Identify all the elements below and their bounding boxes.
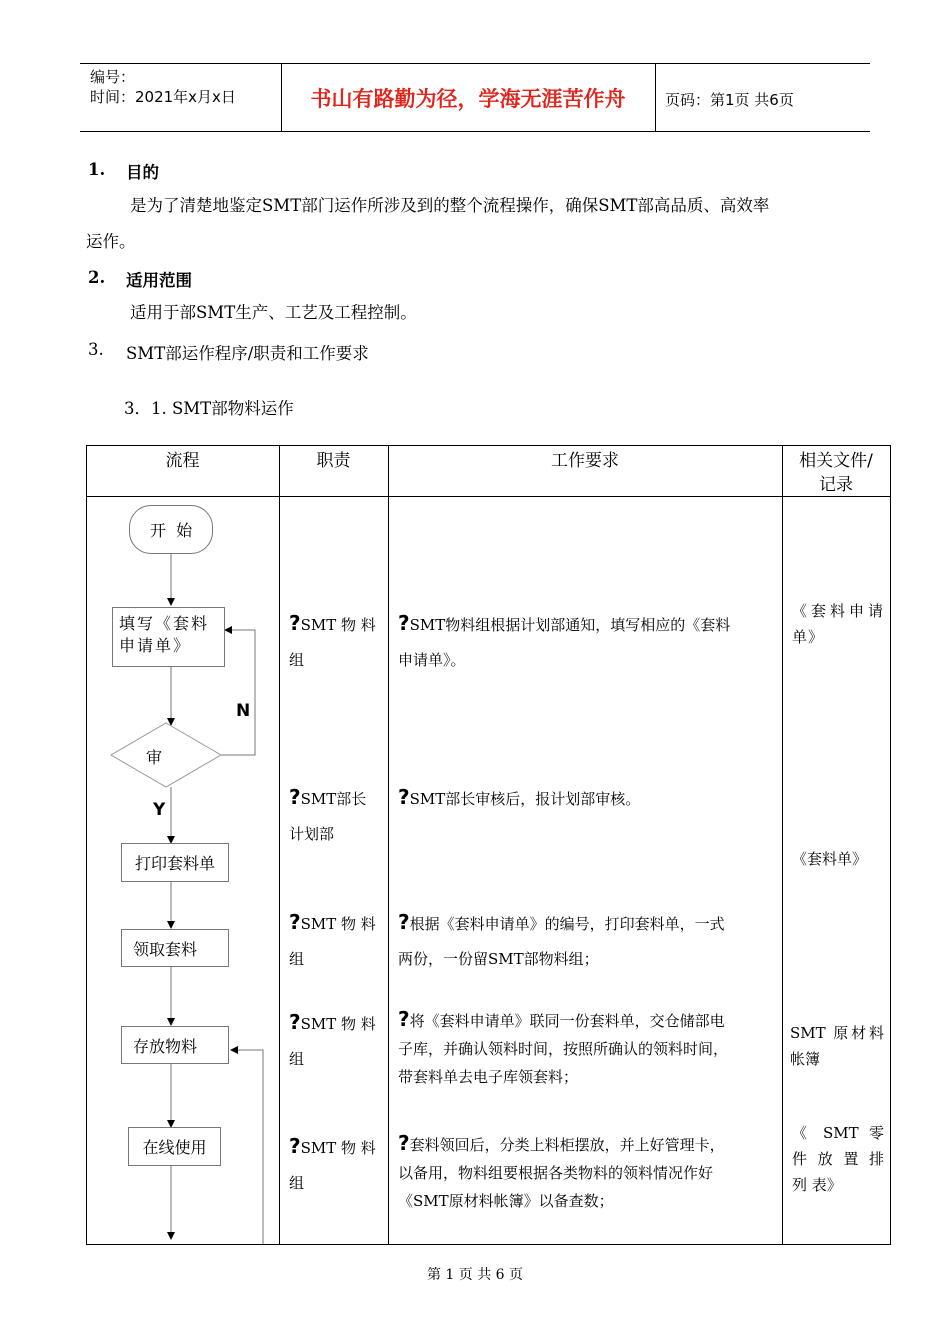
header-motto: 书山有路勤为径，学海无涯苦作舟 <box>310 87 626 111</box>
bullet-icon: ? <box>289 1010 301 1034</box>
duty-row-1-line1: SMT 物 料 <box>300 616 376 634</box>
bullet-icon: ? <box>289 1134 301 1158</box>
duty-row-4 <box>289 1005 381 1077</box>
req-row-4-line2: 子库，并确认领料时间，按照所确认的领料时间， <box>398 1040 729 1058</box>
req-row-3-line1: 根据《套料申请单》的编号，打印套料单，一式 <box>409 915 725 933</box>
duty-row-1 <box>289 606 381 678</box>
req-row-5 <box>398 1129 778 1215</box>
req-row-1-line1: SMT物料组根据计划部通知，填写相应的《套料 <box>409 616 731 634</box>
section-3-number: 3. <box>88 340 104 359</box>
req-row-4-line3: 带套料单去电子库领套料； <box>398 1068 579 1086</box>
bullet-icon: ? <box>398 910 410 934</box>
header-number-label: 编号： <box>90 68 136 86</box>
table-header-docs-line1: 相关文件/ <box>799 451 873 471</box>
table-header-docs-line2: 记录 <box>819 475 853 495</box>
bullet-icon: ? <box>289 611 301 635</box>
bullet-icon: ? <box>398 1007 410 1031</box>
flow-fill-form-label: 填写《套料申请单》 <box>119 614 210 655</box>
flow-loop-n <box>221 630 255 755</box>
req-row-5-line1: 套料领回后，分类上料柜摆放，并上好管理卡， <box>409 1136 725 1154</box>
table-header-duty: 职责 <box>316 451 351 471</box>
req-row-1-line2: 申请单》。 <box>398 651 466 669</box>
duty-row-3-line1: SMT 物 料 <box>300 915 376 933</box>
req-row-2-line1: SMT部长审核后，报计划部审核。 <box>409 790 641 808</box>
duty-row-4-line2: 组 <box>289 1050 305 1068</box>
bullet-icon: ? <box>289 785 301 809</box>
header-page-info: 页码：第1页 共6页 <box>665 91 794 109</box>
duty-row-5-line2: 组 <box>289 1174 305 1192</box>
flow-receive-label: 领取套料 <box>133 939 198 959</box>
doc-row-1: 《套料申请单》 <box>792 602 884 646</box>
flow-fill-form-node <box>112 607 225 667</box>
section-1-number: 1. <box>88 160 106 179</box>
doc-row-4: SMT 原材料帐簿 <box>790 1024 884 1068</box>
flow-print-node <box>121 843 229 882</box>
flow-receive-node <box>121 929 229 967</box>
section-2-number: 2. <box>88 268 106 287</box>
section-2-body: 适用于部SMT生产、工艺及工程控制。 <box>130 303 417 322</box>
duty-row-2-line2: 计划部 <box>289 825 335 843</box>
req-row-3-line2: 两份，一份留SMT部物料组； <box>398 950 599 968</box>
req-row-4-line1: 将《套料申请单》联同一份套料单，交仓储部电 <box>409 1012 725 1030</box>
flow-store-node <box>121 1026 229 1064</box>
duty-row-3-line2: 组 <box>289 950 305 968</box>
req-row-3 <box>398 905 778 977</box>
section-2-title: 适用范围 <box>126 271 192 290</box>
doc-row-2: 《套料单》 <box>792 850 868 868</box>
flow-online-label: 在线使用 <box>142 1138 207 1157</box>
duty-row-3 <box>289 905 381 977</box>
duty-row-2 <box>289 780 381 852</box>
section-1-title: 目的 <box>126 163 159 182</box>
doc-row-5: 《 SMT 零 件 放 置 排 列 表》 <box>792 1124 884 1194</box>
flow-review-label: 审 <box>146 748 163 767</box>
req-row-5-line3: 《SMT原材料帐簿》以备查数； <box>398 1192 614 1210</box>
flow-print-label: 打印套料单 <box>134 854 215 873</box>
section-1-body-line1: 是为了清楚地鉴定SMT部门运作所涉及到的整个流程操作，确保SMT部高品质、高效率 <box>130 196 770 215</box>
table-header-flow: 流程 <box>165 451 200 471</box>
page-footer: 第 1 页 共 6 页 <box>426 1267 524 1283</box>
bullet-icon: ? <box>289 910 301 934</box>
section-3-1-title: 3．1. SMT部物料运作 <box>124 399 294 418</box>
flow-review-diamond <box>111 723 221 787</box>
header-time-label: 时间：2021年x月x日 <box>90 88 236 106</box>
flow-online-node <box>128 1127 221 1166</box>
flow-y-label: Y <box>153 800 166 820</box>
flow-store-label: 存放物料 <box>133 1036 198 1056</box>
duty-row-5-line1: SMT 物 料 <box>300 1139 376 1157</box>
duty-row-4-line1: SMT 物 料 <box>300 1015 376 1033</box>
req-row-1 <box>398 606 778 678</box>
bullet-icon: ? <box>398 611 410 635</box>
bullet-icon: ? <box>398 1131 410 1155</box>
req-row-5-line2: 以备用，物料组要根据各类物料的领料情况作好 <box>398 1164 714 1182</box>
duty-row-2-line1: SMT部长 <box>300 790 367 808</box>
flow-loop-return-store <box>234 1050 263 1244</box>
flow-start-label: 开 始 <box>149 521 193 540</box>
table-header-requirements: 工作要求 <box>551 451 619 471</box>
bullet-icon: ? <box>398 785 410 809</box>
section-3-title: SMT部运作程序/职责和工作要求 <box>126 344 369 363</box>
req-row-4 <box>398 1005 778 1091</box>
req-row-2 <box>398 780 778 817</box>
flow-n-label: N <box>236 701 251 721</box>
duty-row-5 <box>289 1129 381 1201</box>
flow-start-node <box>129 505 213 554</box>
section-1-body-line2: 运作。 <box>86 232 136 251</box>
duty-row-1-line2: 组 <box>289 651 305 669</box>
